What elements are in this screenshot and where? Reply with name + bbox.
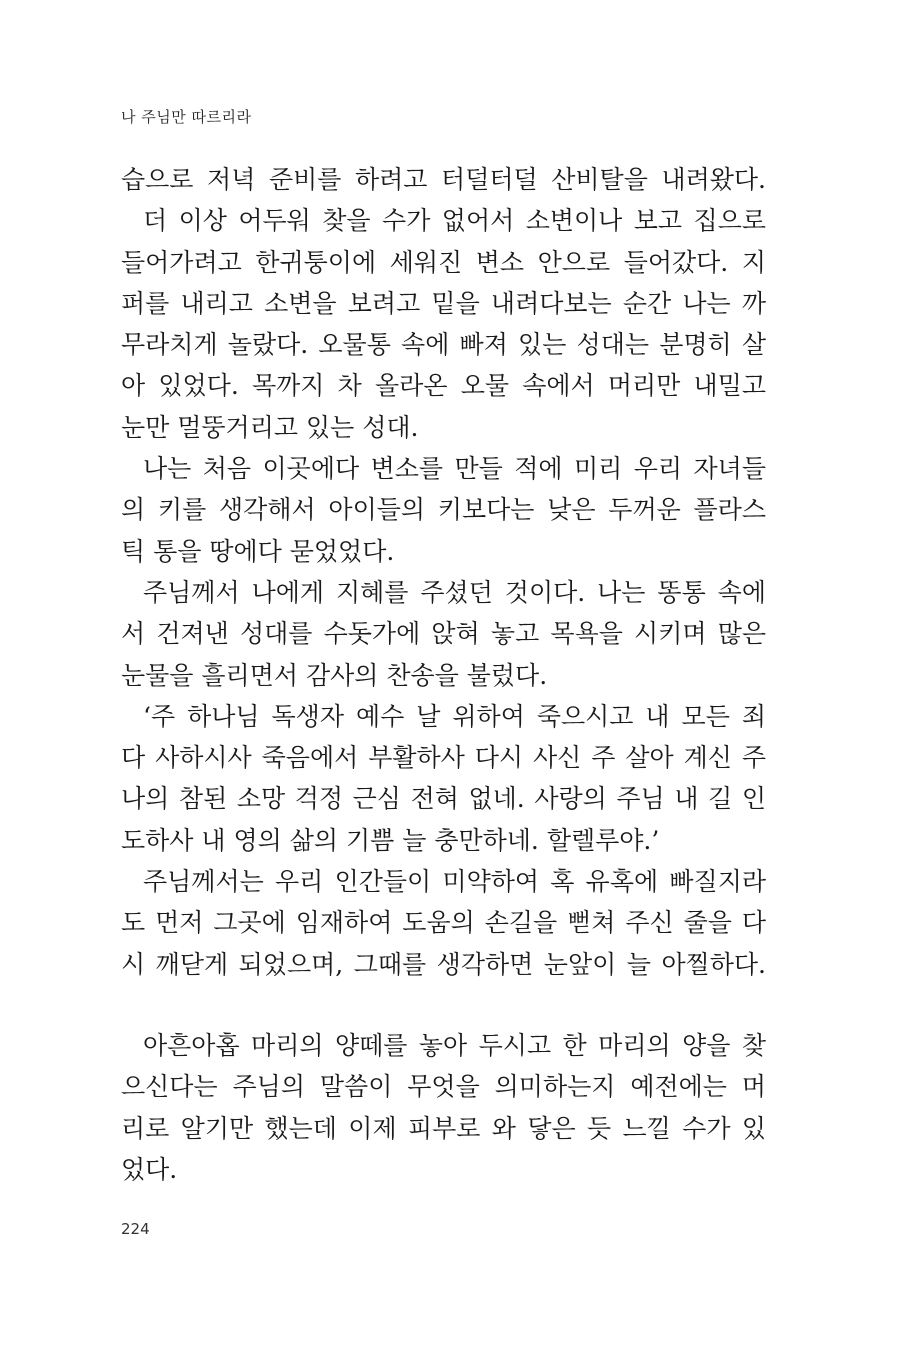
body-text-main [121, 159, 766, 985]
text-line: 다 사하시사 죽음에서 부활하사 다시 사신 주 살아 계신 주 [121, 743, 766, 773]
text-line: 었다. [121, 1154, 178, 1184]
text-line: 더 이상 어두워 찾을 수가 없어서 소변이나 보고 집으로 [143, 206, 766, 236]
text-line: 눈만 멀뚱거리고 있는 성대. [121, 412, 419, 442]
text-line: 도하사 내 영의 삶의 기쁨 늘 충만하네. 할렐루야.’ [121, 825, 660, 855]
text-line: 아흔아홉 마리의 양떼를 놓아 두시고 한 마리의 양을 찾 [143, 1031, 766, 1060]
page-number: 224 [121, 1220, 150, 1238]
text-line: 아 있었다. 목까지 차 올라온 오물 속에서 머리만 내밀고 [121, 371, 766, 401]
body-text-final [121, 1025, 766, 1190]
text-line: 무라치게 놀랐다. 오물통 속에 빠져 있는 성대는 분명히 살 [121, 330, 766, 360]
text-line: 으신다는 주님의 말씀이 무엇을 의미하는지 예전에는 머 [121, 1072, 766, 1102]
text-line: 눈물을 흘리면서 감사의 찬송을 불렀다. [121, 660, 548, 690]
text-line: 퍼를 내리고 소변을 보려고 밑을 내려다보는 순간 나는 까 [121, 288, 766, 318]
text-line: 틱 통을 땅에다 묻었었다. [121, 536, 395, 566]
text-line: 도 먼저 그곳에 임재하여 도움의 손길을 뻗쳐 주신 줄을 다 [121, 908, 766, 938]
text-line: 서 건져낸 성대를 수돗가에 앉혀 놓고 목욕을 시키며 많은 [121, 619, 766, 649]
text-line: 의 키를 생각해서 아이들의 키보다는 낮은 두꺼운 플라스 [121, 495, 766, 525]
text-line: 습으로 저녁 준비를 하려고 터덜터덜 산비탈을 내려왔다. [121, 165, 766, 194]
text-line: 주님께서 나에게 지혜를 주셨던 것이다. 나는 똥통 속에 [143, 577, 766, 607]
text-line: 리로 알기만 했는데 이제 피부로 와 닿은 듯 느낄 수가 있 [121, 1113, 766, 1143]
text-line: 나의 참된 소망 걱정 근심 전혀 없네. 사랑의 주님 내 길 인 [121, 784, 766, 814]
text-line: ‘주 하나님 독생자 예수 날 위하여 죽으시고 내 모든 죄 [143, 701, 766, 731]
text-line: 들어가려고 한귀퉁이에 세워진 변소 안으로 들어갔다. 지 [121, 247, 766, 277]
running-title: 나 주님만 따르리라 [121, 108, 252, 126]
text-line: 주님께서는 우리 인간들이 미약하여 혹 유혹에 빠질지라 [143, 867, 766, 897]
text-line: 시 깨닫게 되었으며, 그때를 생각하면 눈앞이 늘 아찔하다. [121, 949, 766, 979]
text-line: 나는 처음 이곳에다 변소를 만들 적에 미리 우리 자녀들 [143, 454, 766, 484]
